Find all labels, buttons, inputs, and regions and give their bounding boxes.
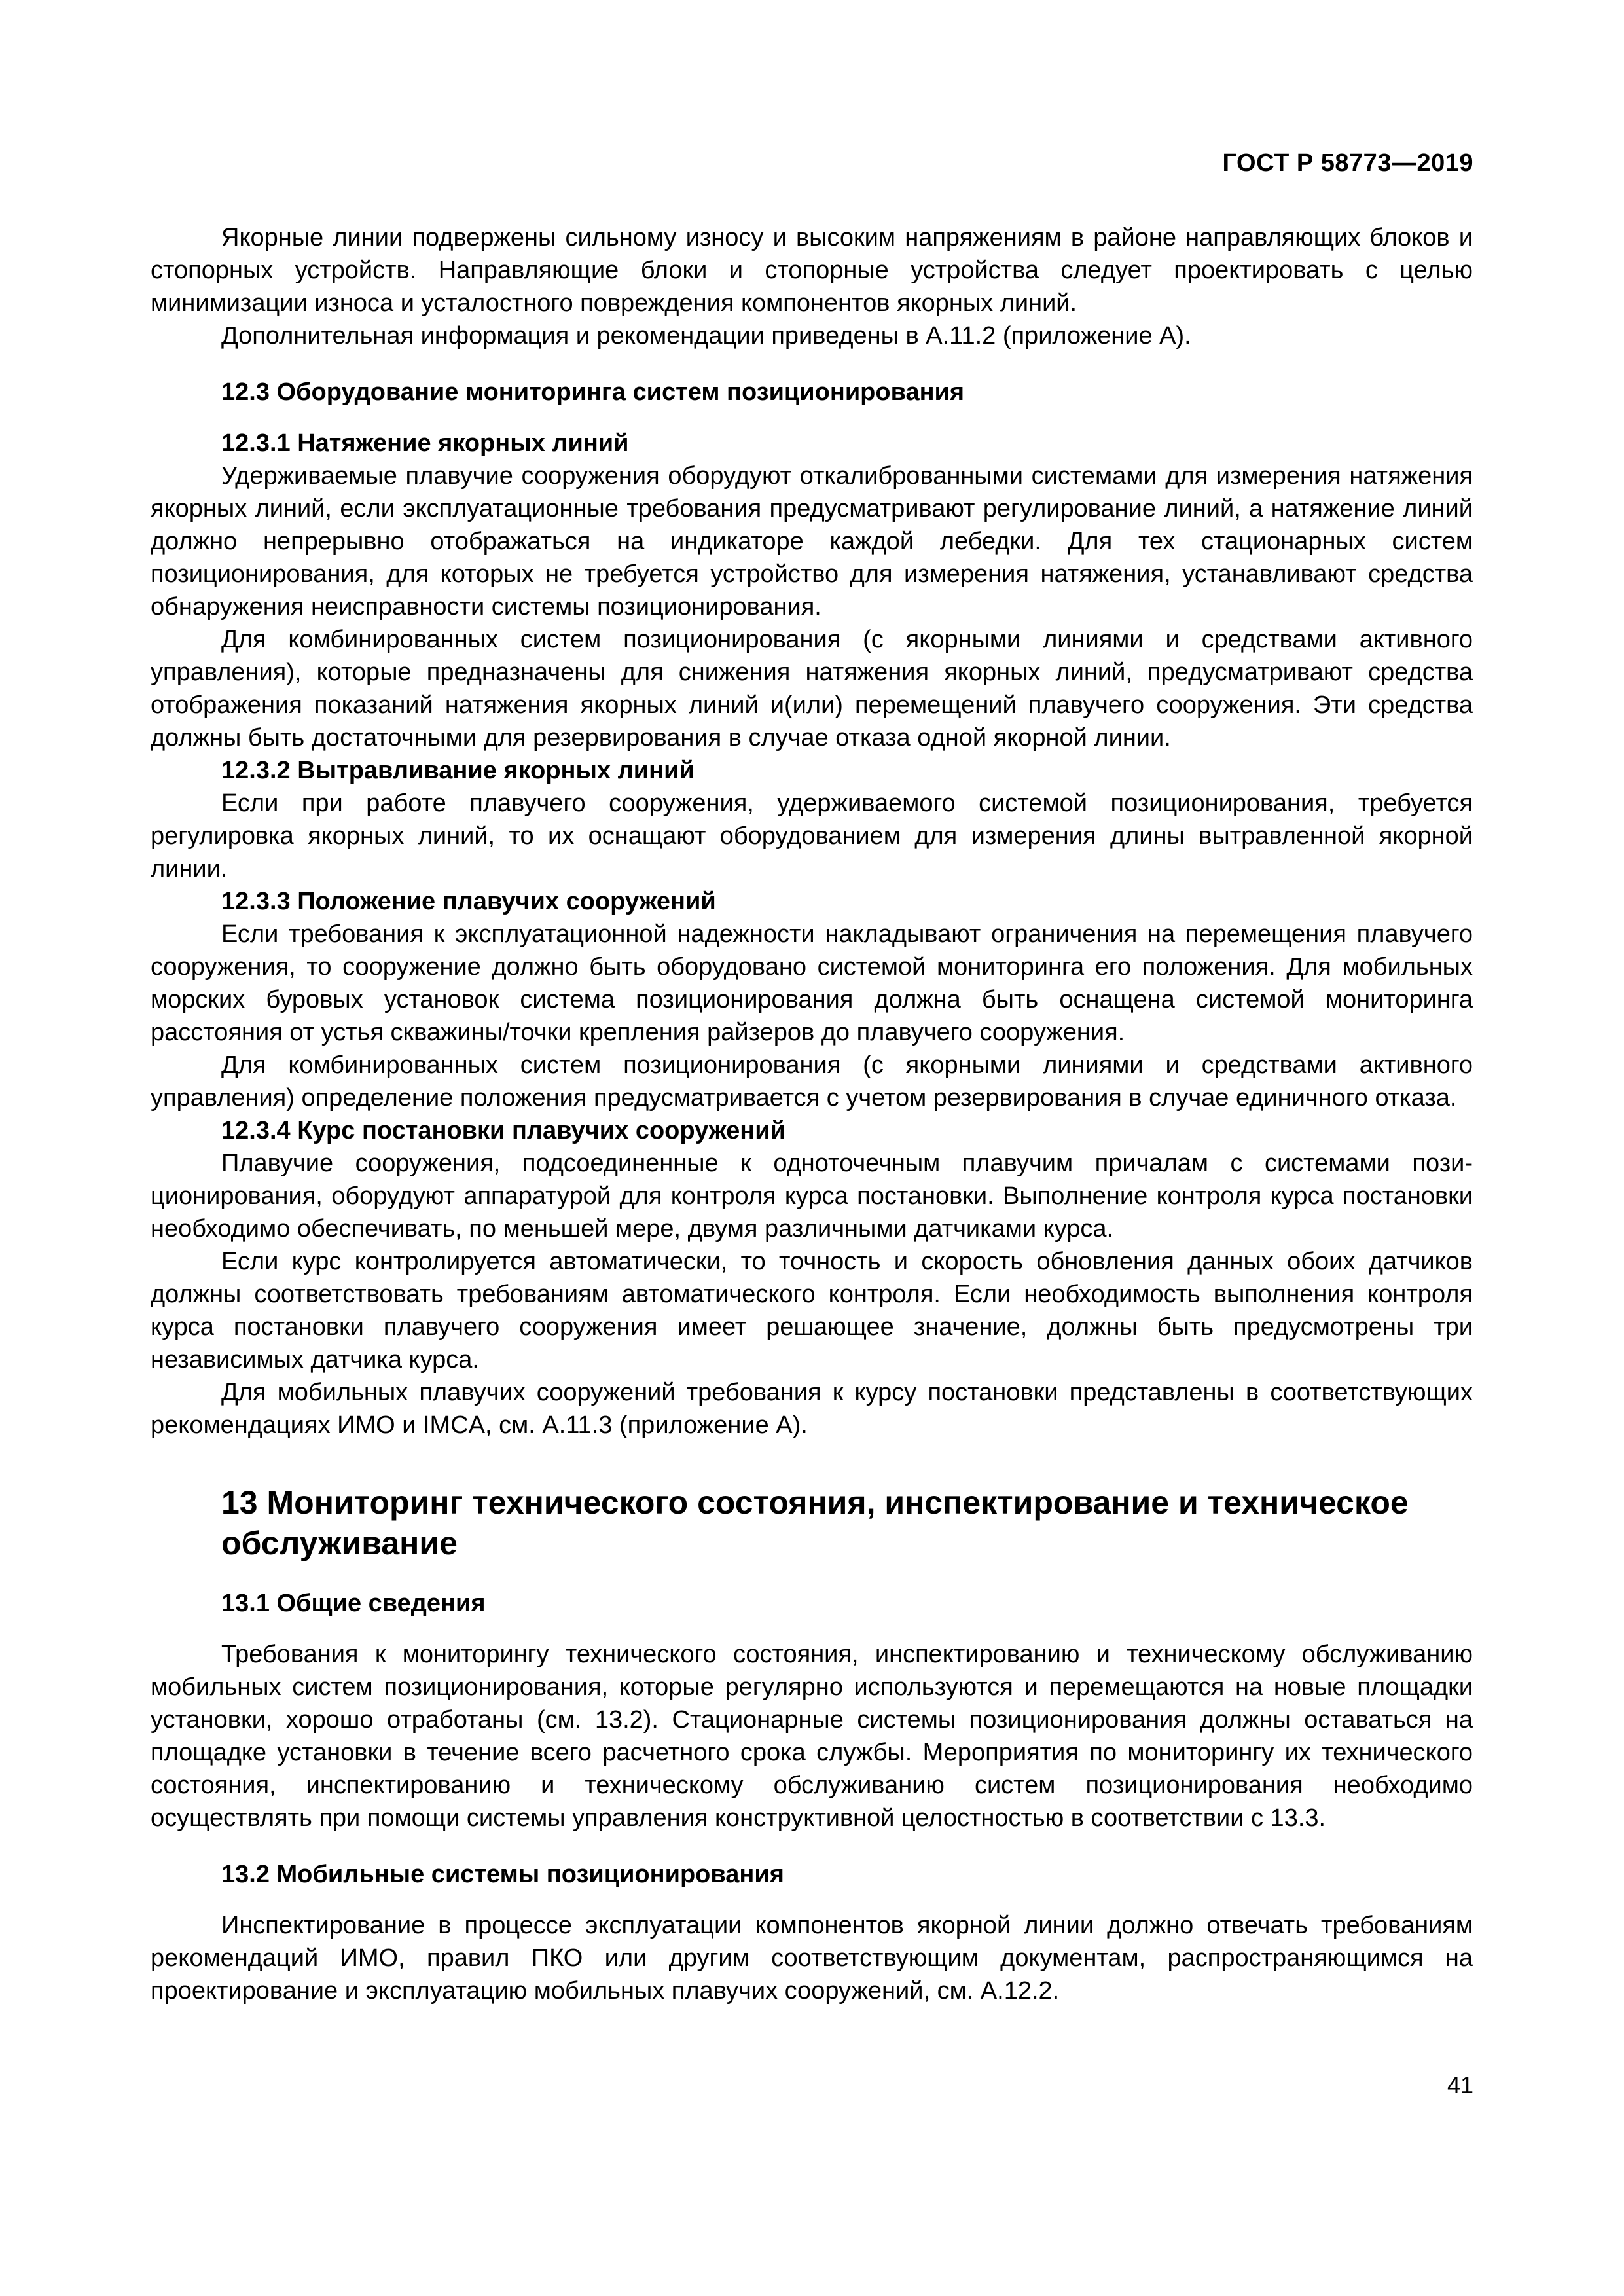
paragraph-general-info: Требования к мониторингу технического состояния, инспектированию и техническому обслуживанию мобильных систем позиционирования, которые регулярно используются и перемещаются на новые площадки установки, хорошо отработаны (см. 13.2). Стационарные системы позиционирования должны оставаться на площадке установки в течение всего расчетного срока службы. Мероприятия по мониторингу их технического состояния, инспектированию и техническому обслуживанию систем позиционирования необходимо осуществлять при помощи системы управления конструктивной целостностью в соответствии с 13.3. bbox=[151, 1641, 1473, 1832]
subsection-heading-12-3-2: 12.3.2 Вытравливание якорных линий bbox=[221, 757, 695, 784]
paragraph-position-monitoring: Если требования к эксплуатационной надежности накладывают ограничения на перемещения плавучего сооружения, то сооружение должно быть оборудовано системой мониторинга его положения. Для мобильных морских буровых установок система позиционирования должна быть оснащена системой мониторинга расстояния от устья скважины/точки крепления райзеров до плавучего сооружения. bbox=[151, 920, 1473, 1046]
page-number: 41 bbox=[1447, 2071, 1473, 2098]
paragraph-combined-systems-position: Для комбинированных систем позиционирования (с якорными линиями и средствами активного управления) определение положения предусматривается с учетом резервирования в случае единичного отказа. bbox=[151, 1051, 1473, 1112]
subsection-heading-12-3-4: 12.3.4 Курс постановки плавучих сооружений bbox=[221, 1117, 785, 1144]
document-code-header: ГОСТ Р 58773—2019 bbox=[1222, 149, 1473, 177]
subsection-heading-12-3-3: 12.3.3 Положение плавучих сооружений bbox=[221, 888, 716, 915]
subsection-heading-12-3-1: 12.3.1 Натяжение якорных линий bbox=[221, 429, 629, 457]
paragraph-combined-systems-tension: Для комбинированных систем позиционирования (с якорными линиями и средствами активного управления), которые предназначены для снижения натяжения якорных линий, предусматривают средства отображения показаний натяжения якорных линий и(или) перемещений плавучего сооружения. Эти средства должны быть достаточными для резервирования в случае отказа одной якорной линии. bbox=[151, 626, 1473, 752]
section-heading-12-3: 12.3 Оборудование мониторинга систем позиционирования bbox=[221, 378, 965, 406]
paragraph-line-tension: Удерживаемые плавучие сооружения оборудуют откалиброванными системами для измерения натяжения якорных линий, если эксплуатационные требования предусматривают регулирование линий, а натяжение линий должно непрерывно отображаться на индикаторе каждой лебедки. Для тех стационарных систем позиционирования, для которых не требуется устройство для измерения натяжения, устанавливают средства обнаружения неисправности системы позиционирования. bbox=[151, 462, 1473, 621]
section-heading-13: 13 Мониторинг технического состояния, инспектирование и техническое обслуживание bbox=[221, 1484, 1409, 1561]
paragraph-anchor-lines-wear: Якорные линии подвержены сильному износу и высоким напряжениям в районе направляющих блоков и стопорных устройств. Направляющие блоки и стопорные устройства следует проектировать с целью минимизации износа и усталостного повреждения компонентов якорных линий. bbox=[151, 224, 1473, 317]
page-body bbox=[151, 221, 1473, 2007]
paragraph-automatic-heading-control: Если курс контролируется автоматически, то точность и скорость обновления данных обоих датчиков должны соответствовать требованиям автоматического контроля. Если необходимость выполнения контроля курса постановки плавучего сооружения имеет решающее значение, должны быть предусмотрены три независимых датчика курса. bbox=[151, 1248, 1473, 1374]
paragraph-heading-control: Плавучие сооружения, подсоединенные к одноточечным плавучим причалам с системами позиционирования, оборудуют аппаратурой для контроля курса постановки. Выполнение контроля курса постановки необходимо обеспечивать, по меньшей мере, двумя различными датчиками курса. bbox=[151, 1150, 1473, 1243]
paragraph-additional-info: Дополнительная информация и рекомендации приведены в А.11.2 (приложение А). bbox=[221, 322, 1191, 350]
paragraph-mobile-heading-requirements: Для мобильных плавучих сооружений требования к курсу постановки представлены в соответствующих рекомендациях ИМО и IMCA, см. А.11.3 (приложение А). bbox=[151, 1379, 1473, 1439]
subsection-heading-13-2: 13.2 Мобильные системы позиционирования bbox=[221, 1861, 784, 1888]
paragraph-mobile-systems-inspection: Инспектирование в процессе эксплуатации компонентов якорной линии должно отвечать требованиям рекомендаций ИМО, правил ПКО или другим соответствующим документам, распространяющимся на проектирование и эксплуатацию мобильных плавучих сооружений, см. А.12.2. bbox=[151, 1912, 1473, 2005]
subsection-heading-13-1: 13.1 Общие сведения bbox=[221, 1590, 486, 1617]
paragraph-line-payout: Если при работе плавучего сооружения, удерживаемого системой позиционирования, требуется регулировка якорных линий, то их оснащают оборудованием для измерения длины вытравленной якорной линии. bbox=[151, 790, 1473, 883]
